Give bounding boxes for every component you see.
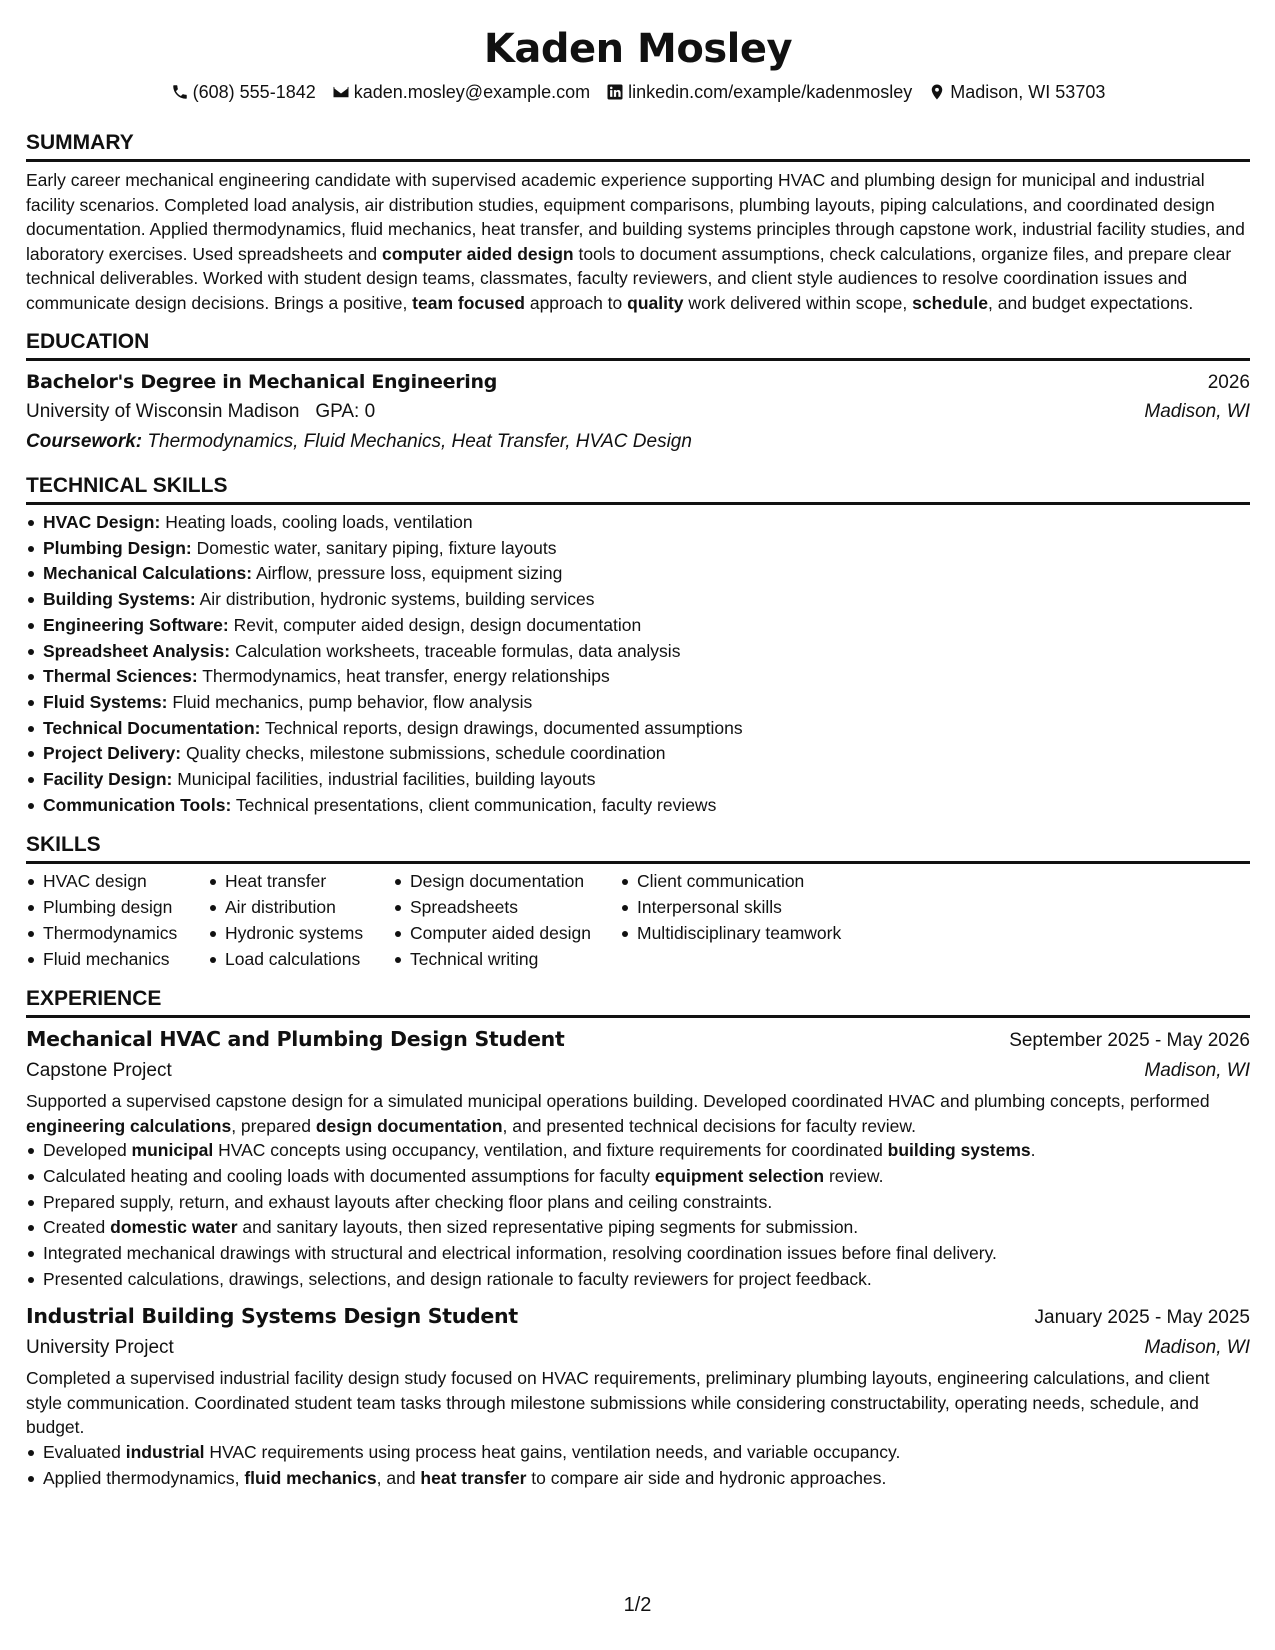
- skills-heading: SKILLS: [26, 832, 1250, 864]
- email-text: kaden.mosley@example.com: [353, 82, 591, 102]
- skills-column: [620, 869, 880, 972]
- skill-item: Multidisciplinary teamwork: [620, 921, 880, 947]
- job-dates: September 2025 - May 2026: [1009, 1030, 1250, 1052]
- job-org: Capstone Project: [26, 1060, 172, 1082]
- job-location: Madison, WI: [1144, 1337, 1250, 1359]
- job-bullet: Developed municipal HVAC concepts using occupancy, ventilation, and fixture requirements for coordinated building systems.: [26, 1138, 1250, 1164]
- technical-skill-item: Fluid Systems: Fluid mechanics, pump behavior, flow analysis: [26, 690, 1250, 716]
- technical-skill-item: Project Delivery: Quality checks, milestone submissions, schedule coordination: [26, 741, 1250, 767]
- page-number: 1/2: [623, 1594, 652, 1616]
- technical-skills-section: [26, 473, 1250, 818]
- linkedin-icon: [606, 83, 624, 101]
- technical-skill-item: Building Systems: Air distribution, hydronic systems, building services: [26, 587, 1250, 613]
- technical-skill-item: Facility Design: Municipal facilities, industrial facilities, building layouts: [26, 767, 1250, 793]
- skill-item: Air distribution: [208, 895, 393, 921]
- skill-item: Spreadsheets: [393, 895, 620, 921]
- education-heading: EDUCATION: [26, 329, 1250, 361]
- contact-linkedin[interactable]: [606, 80, 912, 104]
- job-bullet: Created domestic water and sanitary layouts, then sized representative piping segments for submission.: [26, 1215, 1250, 1241]
- skill-item: HVAC design: [26, 869, 208, 895]
- job-description: Completed a supervised industrial facility design study focused on HVAC requirements, preliminary plumbing layouts, engineering calculations, and client style communication. Coordinated student team tasks through milestone submissions while considering constructability, operating needs, schedule, and budget.: [26, 1368, 1210, 1438]
- job-bullet: Presented calculations, drawings, selections, and design rationale to faculty reviewers for project feedback.: [26, 1267, 1250, 1293]
- job-location: Madison, WI: [1144, 1060, 1250, 1082]
- skill-item: Thermodynamics: [26, 921, 208, 947]
- technical-skill-item: Thermal Sciences: Thermodynamics, heat transfer, energy relationships: [26, 664, 1250, 690]
- degree-year: 2026: [1207, 372, 1250, 393]
- contact-location: [928, 80, 1105, 104]
- skill-item: Client communication: [620, 869, 880, 895]
- resume-page: [26, 18, 1250, 1491]
- summary-heading: SUMMARY: [26, 130, 1250, 162]
- skill-item: Design documentation: [393, 869, 620, 895]
- technical-skill-item: HVAC Design: Heating loads, cooling loads, ventilation: [26, 510, 1250, 536]
- skills-column: [208, 869, 393, 972]
- contact-bar: [26, 80, 1250, 104]
- skill-item: Technical writing: [393, 947, 620, 973]
- technical-skill-item: Plumbing Design: Domestic water, sanitary piping, fixture layouts: [26, 536, 1250, 562]
- job-entry: [26, 1025, 1250, 1292]
- experience-section: [26, 986, 1250, 1491]
- technical-skill-item: Mechanical Calculations: Airflow, pressure loss, equipment sizing: [26, 561, 1250, 587]
- gpa: GPA: 0: [315, 401, 376, 422]
- skill-item: Heat transfer: [208, 869, 393, 895]
- skills-section: [26, 832, 1250, 972]
- contact-email[interactable]: [332, 80, 590, 104]
- job-bullets: [26, 1440, 1250, 1491]
- technical-skill-item: Communication Tools: Technical presentations, client communication, faculty reviews: [26, 793, 1250, 819]
- experience-heading: EXPERIENCE: [26, 986, 1250, 1018]
- job-title: Industrial Building Systems Design Student: [26, 1304, 518, 1329]
- job-bullet: Calculated heating and cooling loads with documented assumptions for faculty equipment selection review.: [26, 1164, 1250, 1190]
- skills-column: [393, 869, 620, 972]
- job-bullet: Prepared supply, return, and exhaust layouts after checking floor plans and ceiling constraints.: [26, 1190, 1250, 1216]
- skill-item: Fluid mechanics: [26, 947, 208, 973]
- skill-item: Interpersonal skills: [620, 895, 880, 921]
- job-description: Supported a supervised capstone design for a simulated municipal operations building. Developed coordinated HVAC and plumbing concepts, performed engineering calculations, prepared design documentation, and presented technical decisions for faculty review.: [26, 1091, 1210, 1136]
- experience-list: [26, 1025, 1250, 1491]
- contact-phone[interactable]: [171, 80, 316, 104]
- skill-item: Load calculations: [208, 947, 393, 973]
- job-title: Mechanical HVAC and Plumbing Design Student: [26, 1027, 565, 1052]
- job-dates: January 2025 - May 2025: [1034, 1307, 1250, 1329]
- skills-column: [26, 869, 208, 972]
- technical-skills-heading: TECHNICAL SKILLS: [26, 473, 1250, 505]
- location-text: Madison, WI 53703: [950, 82, 1106, 102]
- job-bullet: Evaluated industrial HVAC requirements using process heat gains, ventilation needs, and variable occupancy.: [26, 1440, 1250, 1466]
- summary-text: Early career mechanical engineering candidate with supervised academic experience supporting HVAC and plumbing design for municipal and industrial facility scenarios. Completed load analysis, air distribution studies, equipment comparisons, plumbing layouts, piping calculations, and coordinated design documentation. Applied thermodynamics, fluid mechanics, heat transfer, and building systems principles through capstone work, industrial facility studies, and laboratory exercises. Used spreadsheets and computer aided design tools to document assumptions, check calculations, organize files, and prepare clear technical deliverables. Worked with student design teams, classmates, faculty reviewers, and client style audiences to resolve coordination issues and communicate design decisions. Brings a positive, team focused approach to quality work delivered within scope, schedule, and budget expectations.: [26, 170, 1245, 313]
- coursework: Coursework: Thermodynamics, Fluid Mechanics, Heat Transfer, HVAC Design: [26, 431, 692, 452]
- skill-item: Hydronic systems: [208, 921, 393, 947]
- job-entry: [26, 1302, 1250, 1491]
- skill-item: Computer aided design: [393, 921, 620, 947]
- phone-icon: [171, 83, 189, 101]
- degree-title: Bachelor's Degree in Mechanical Engineering: [26, 371, 498, 393]
- job-bullets: [26, 1138, 1250, 1292]
- technical-skill-item: Spreadsheet Analysis: Calculation worksheets, traceable formulas, data analysis: [26, 639, 1250, 665]
- envelope-icon: [332, 83, 350, 101]
- phone-text: (608) 555-1842: [192, 82, 316, 102]
- skills-grid: [26, 869, 1250, 972]
- linkedin-text: linkedin.com/example/kadenmosley: [628, 82, 913, 102]
- job-bullet: Integrated mechanical drawings with structural and electrical information, resolving coordination issues before final delivery.: [26, 1241, 1250, 1267]
- technical-skill-item: Engineering Software: Revit, computer aided design, design documentation: [26, 613, 1250, 639]
- school-name: University of Wisconsin Madison GPA: 0: [26, 401, 376, 422]
- summary-section: [26, 130, 1250, 315]
- school-location: Madison, WI: [1144, 401, 1250, 422]
- education-section: [26, 329, 1250, 457]
- technical-skills-list: [26, 510, 1250, 818]
- skill-item: Plumbing design: [26, 895, 208, 921]
- job-org: University Project: [26, 1337, 174, 1359]
- map-pin-icon: [928, 83, 946, 101]
- job-bullet: Applied thermodynamics, fluid mechanics, and heat transfer to compare air side and hydronic approaches.: [26, 1466, 1250, 1492]
- candidate-name: Kaden Mosley: [483, 26, 793, 72]
- technical-skill-item: Technical Documentation: Technical reports, design drawings, documented assumptions: [26, 716, 1250, 742]
